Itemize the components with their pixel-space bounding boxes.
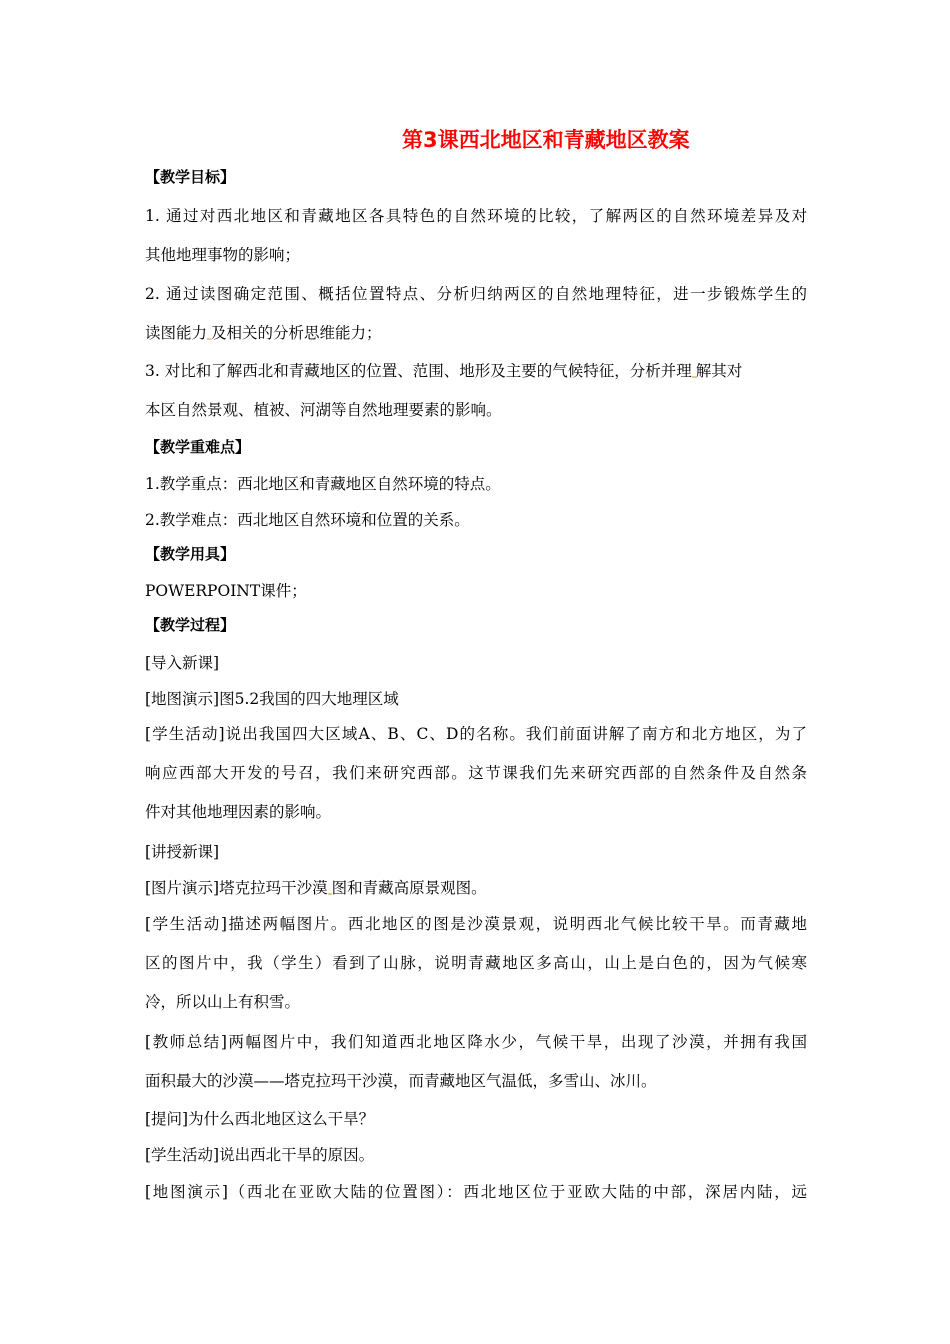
picture-demo-text-a: [图片演示]塔克拉玛干沙漠	[145, 879, 328, 897]
process-student-activity-1-line-3: 件对其他地理因素的影响。	[145, 803, 332, 821]
process-student-activity-1-line-1: [学生活动]说出我国四大区域A、B、C、D的名称。我们前面讲解了南方和北方地区，为了	[145, 725, 807, 743]
heading-teaching-process: 【教学过程】	[145, 616, 236, 634]
goal-2-line-1: 2. 通过读图确定范围、概括位置特点、分析归纳两区的自然地理特征，进一步锻炼学生的	[145, 285, 807, 303]
goal-3-line-2: 本区自然景观、植被、河湖等自然地理要素的影响。	[145, 401, 502, 419]
heading-key-points: 【教学重难点】	[145, 438, 251, 456]
goal-1-line-1: 1. 通过对西北地区和青藏地区各具特色的自然环境的比较，了解两区的自然环境差异及对	[145, 207, 807, 225]
goal-2-line-2	[145, 321, 382, 343]
goal-2-text-b: 及相关的分析思维能力；	[211, 324, 382, 342]
process-student-activity-2-line-1: [学生活动]描述两幅图片。西北地区的图是沙漠景观，说明西北气候比较干旱。而青藏地	[145, 915, 807, 933]
tools-item: POWERPOINT课件；	[145, 582, 307, 600]
process-teacher-summary-line-2: 面积最大的沙漠——塔克拉玛干沙漠，而青藏地区气温低，多雪山、冰川。	[145, 1072, 657, 1090]
process-student-activity-3: [学生活动]说出西北干旱的原因。	[145, 1146, 375, 1164]
document-title: 第3课西北地区和青藏地区教案	[402, 128, 690, 152]
goal-1-line-2: 其他地理事物的影响；	[145, 246, 301, 264]
process-student-activity-2-line-2: 区的图片中，我（学生）看到了山脉，说明青藏地区多高山，山上是白色的，因为气候寒	[145, 954, 807, 972]
process-student-activity-1-line-2: 响应西部大开发的号召，我们来研究西部。这节课我们先来研究西部的自然条件及自然条	[145, 764, 807, 782]
process-picture-demo	[145, 876, 487, 898]
goal-3-text-b: 解其对	[695, 362, 743, 380]
process-intro: [导入新课]	[145, 654, 220, 672]
process-map-demo-1: [地图演示]图5.2我国的四大地理区域	[145, 690, 399, 708]
difficult-point: 2.教学难点：西北地区自然环境和位置的关系。	[145, 511, 470, 529]
goal-2-text-a: 读图能力	[145, 324, 208, 342]
key-point: 1.教学重点：西北地区和青藏地区自然环境的特点。	[145, 475, 501, 493]
process-teacher-summary-line-1: [教师总结]两幅图片中，我们知道西北地区降水少，气候干旱，出现了沙漠，并拥有我国	[145, 1033, 807, 1051]
process-question: [提问]为什么西北地区这么干旱？	[145, 1110, 375, 1128]
heading-teaching-tools: 【教学用具】	[145, 545, 236, 563]
process-map-demo-2: [地图演示]（西北在亚欧大陆的位置图）：西北地区位于亚欧大陆的中部，深居内陆，远	[145, 1183, 807, 1201]
process-new-lesson: [讲授新课]	[145, 843, 220, 861]
picture-demo-text-b: 图和青藏高原景观图。	[331, 879, 487, 897]
process-student-activity-2-line-3: 冷，所以山上有积雪。	[145, 993, 301, 1011]
goal-3-line-1	[145, 359, 742, 381]
heading-teaching-goals: 【教学目标】	[145, 168, 236, 186]
goal-3-text-a: 3. 对比和了解西北和青藏地区的位置、范围、地形及主要的气候特征，分析并理	[145, 362, 692, 380]
